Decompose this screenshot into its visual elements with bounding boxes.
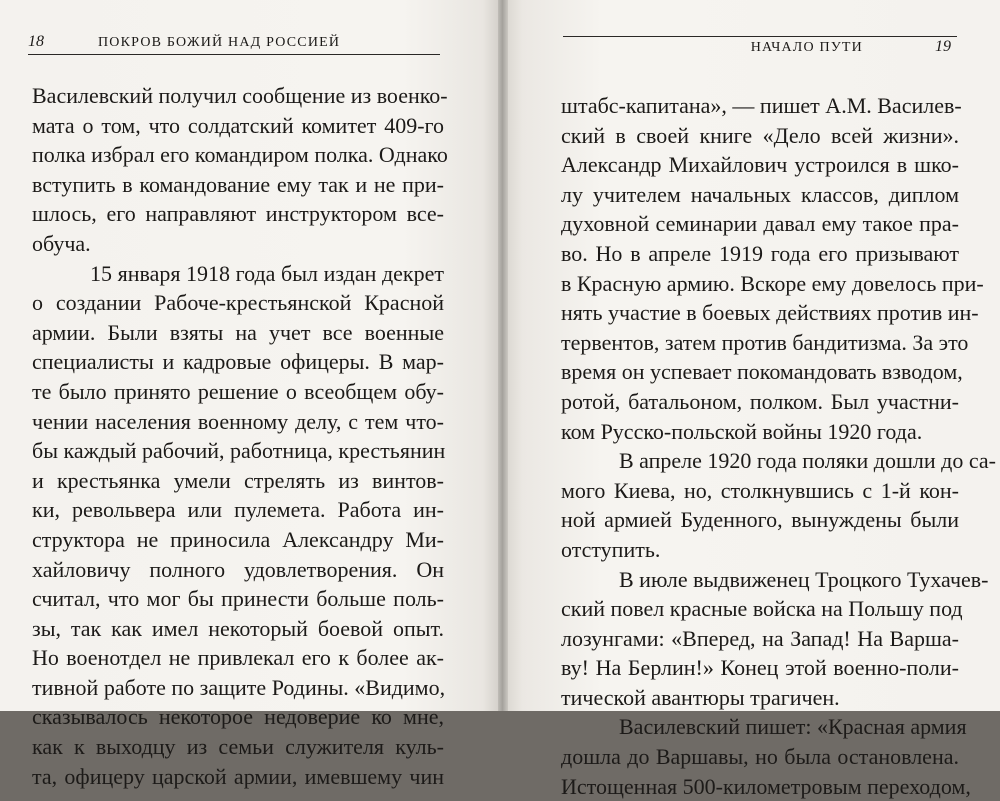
text-line: Василевский получил сообщение из военко- xyxy=(32,83,448,108)
right-page-number: 19 xyxy=(935,38,951,55)
text-line: В июле выдвиженец Троцкого Тухачев- xyxy=(619,566,989,592)
text-line: тивной работе по защите Родины. «Видимо, xyxy=(32,674,446,700)
text-line: бы каждый рабочий, работница, крестьянин xyxy=(32,438,446,464)
text-line: специалисты и кадровые офицеры. В мар- xyxy=(32,349,444,375)
text-line: во. Но в апреле 1919 года его призывают xyxy=(561,240,959,266)
text-line: и крестьянка умели стрелять из винтов- xyxy=(32,467,444,493)
text-line: вступить в командование ему так и не при- xyxy=(32,171,444,197)
left-page xyxy=(0,0,503,789)
text-line: чении населения военному делу, с тем что- xyxy=(32,408,444,434)
text-line: Но военотдел не привлекал его к более ак- xyxy=(32,645,444,671)
text-line: Александр Михайлович устроился в шко- xyxy=(561,152,959,178)
text-line: Василевский пишет: «Красная армия xyxy=(619,714,967,740)
text-line: мата о том, что солдатский комитет 409-го xyxy=(32,112,444,138)
text-line: ротой, батальоном, полком. Был участни- xyxy=(561,388,959,414)
text-line: зы, так как имел некоторый боевой опыт. xyxy=(32,615,444,641)
text-line: армии. Были взяты на учет все военные xyxy=(32,319,444,345)
right-page-header xyxy=(563,36,957,59)
text-line: структора не приносила Александру Ми- xyxy=(32,526,444,552)
text-line: лозунгами: «Вперед, на Запад! На Варша- xyxy=(561,625,959,651)
text-line: духовной семинарии давал ему такое пра- xyxy=(561,211,959,237)
book-gutter xyxy=(498,0,508,711)
left-page-body xyxy=(32,81,448,791)
right-running-head: НАЧАЛО ПУТИ xyxy=(750,40,863,55)
text-line: штабс-капитана», — пишет А.М. Василев- xyxy=(561,93,962,118)
text-line: хайловичу полного удовлетворения. Он xyxy=(32,556,444,582)
text-line: те было принято решение о всеобщем обу- xyxy=(32,378,444,404)
text-line: мого Киева, но, столкнувшись с 1-й кон- xyxy=(561,477,959,503)
text-line: шлось, его направляют инструктором все- xyxy=(32,201,444,227)
right-page-body xyxy=(561,91,996,801)
text-line: ной армией Буденного, вынуждены были xyxy=(561,507,959,533)
text-line: как к выходцу из семьи служителя куль- xyxy=(32,734,444,760)
text-line: обуча. xyxy=(32,230,91,256)
text-line: ком Русско-польской войны 1920 года. xyxy=(561,418,923,444)
text-line: о создании Рабоче-крестьянской Красной xyxy=(32,290,444,316)
text-line: ки, револьвера или пулемета. Работа ин- xyxy=(32,497,444,523)
text-line: полка избрал его командиром полка. Однако xyxy=(32,142,448,168)
left-page-header xyxy=(28,28,440,55)
text-line: тервентов, затем против бандитизма. За это xyxy=(561,329,969,355)
text-line: В апреле 1920 года поляки дошли до са- xyxy=(619,448,996,474)
right-page xyxy=(503,0,1000,799)
text-line: считал, что мог бы принести больше поль- xyxy=(32,586,444,612)
text-line: ву! На Берлин!» Конец этой военно-поли- xyxy=(561,655,959,681)
text-line: отступить. xyxy=(561,536,661,562)
left-running-head: ПОКРОВ БОЖИЙ НАД РОССИЕЙ xyxy=(98,35,341,50)
text-line: 15 января 1918 года был издан декрет xyxy=(90,260,444,286)
left-page-number: 18 xyxy=(28,33,44,50)
text-line: та, офицеру царской армии, имевшему чин xyxy=(32,763,444,789)
text-line: нять участие в боевых действиях против ин- xyxy=(561,300,979,326)
text-line: в Красную армию. Вскоре ему довелось при- xyxy=(561,270,984,296)
text-line: дошла до Варшавы, но была остановлена. xyxy=(561,744,959,770)
text-line: ский повел красные войска на Польшу под xyxy=(561,596,963,622)
text-line: лу учителем начальных классов, диплом xyxy=(561,181,959,207)
text-line: ский в своей книге «Дело всей жизни». xyxy=(561,122,959,148)
text-line: время он успевает покомандовать взводом, xyxy=(561,359,963,385)
text-line: сказывалось некоторое недоверие ко мне, xyxy=(32,704,444,730)
text-line: тической авантюры трагичен. xyxy=(561,684,840,710)
text-line: Истощенная 500-километровым переходом, xyxy=(561,773,971,799)
